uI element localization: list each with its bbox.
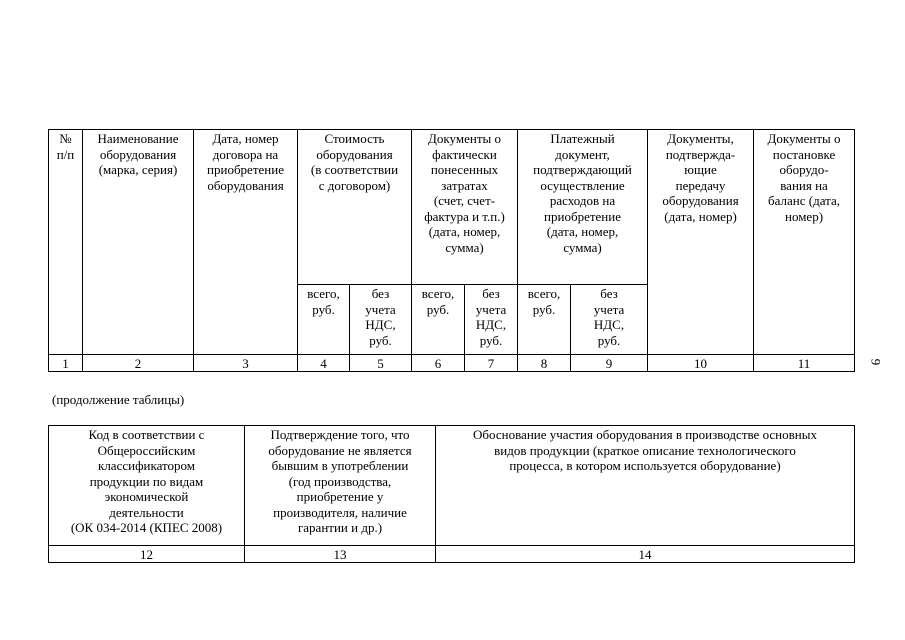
table2-column-numbers-row — [49, 546, 855, 563]
column-number: 11 — [754, 355, 855, 372]
equipment-table-continuation — [48, 425, 855, 563]
column-number: 2 — [83, 355, 194, 372]
header-cost: Стоимость оборудования (в соответствии с договором) — [298, 130, 412, 285]
subheader-cost-no-vat: без учета НДС, руб. — [350, 285, 412, 355]
column-number: 8 — [518, 355, 571, 372]
header-equipment-name: Наименование оборудования (марка, серия) — [83, 130, 194, 355]
page-number: 9 — [868, 358, 884, 366]
header-docs-costs: Документы о фактически понесенных затратах (счет, счет- фактура и т.п.) (дата, номер, сумма) — [412, 130, 518, 285]
equipment-table — [48, 129, 855, 372]
header-payment-doc: Платежный документ, подтверждающий осуществление расходов на приобретение (дата, номер, сумма) — [518, 130, 648, 285]
column-number: 7 — [465, 355, 518, 372]
column-number: 14 — [436, 546, 855, 563]
column-number: 13 — [245, 546, 436, 563]
subheader-docs-total: всего, руб. — [412, 285, 465, 355]
header-contract: Дата, номер договора на приобретение оборудования — [194, 130, 298, 355]
column-number: 10 — [648, 355, 754, 372]
table1-column-numbers-row — [49, 355, 855, 372]
column-number: 1 — [49, 355, 83, 372]
subheader-pay-total: всего, руб. — [518, 285, 571, 355]
column-number: 9 — [571, 355, 648, 372]
header-num: № п/п — [49, 130, 83, 355]
table1-header-row — [49, 130, 855, 285]
column-number: 6 — [412, 355, 465, 372]
column-number: 5 — [350, 355, 412, 372]
column-number: 4 — [298, 355, 350, 372]
continuation-label: (продолжение таблицы) — [52, 392, 185, 407]
header-okpd-code: Код в соответствии с Общероссийским классификатором продукции по видам экономической деятельности (ОК 034-2014 (КПЕС 2008) — [49, 426, 245, 546]
header-not-used-confirmation: Подтверждение того, что оборудование не является бывшим в употреблении (год производства, приобретение у производителя, наличие гарантии и др.) — [245, 426, 436, 546]
subheader-cost-total: всего, руб. — [298, 285, 350, 355]
header-justification: Обоснование участия оборудования в производстве основных видов продукции (краткое описание технологического процесса, в котором используется оборудование) — [436, 426, 855, 546]
subheader-docs-no-vat: без учета НДС, руб. — [465, 285, 518, 355]
header-balance-docs: Документы о постановке оборудо- вания на баланс (дата, номер) — [754, 130, 855, 355]
table2-header-row — [49, 426, 855, 546]
column-number: 3 — [194, 355, 298, 372]
subheader-pay-no-vat: без учета НДС, руб. — [571, 285, 648, 355]
column-number: 12 — [49, 546, 245, 563]
header-transfer-docs: Документы, подтвержда- ющие передачу оборудования (дата, номер) — [648, 130, 754, 355]
